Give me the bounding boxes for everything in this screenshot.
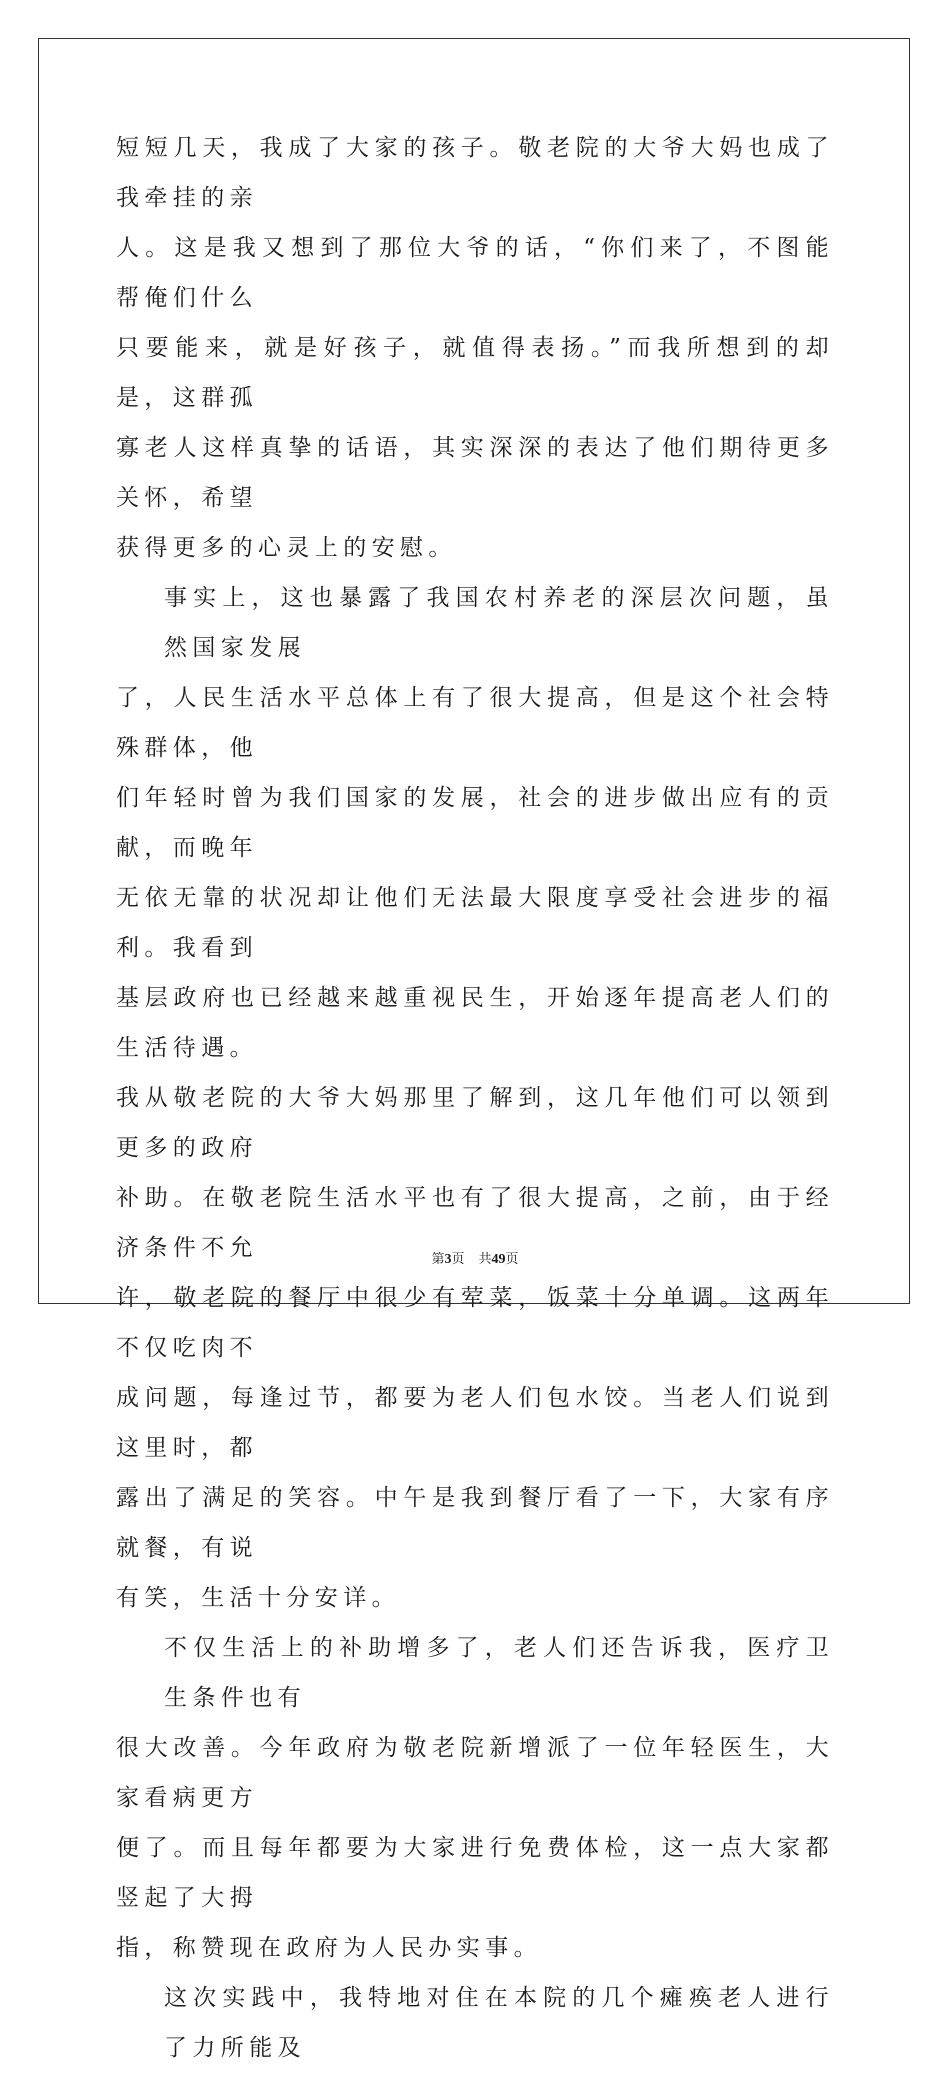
paragraph-3 <box>116 1623 834 1973</box>
text-line: 露出了满足的笑容。中午是我到餐厅看了一下，大家有序就餐，有说 <box>116 1485 834 1561</box>
text-line: 无依无靠的状况却让他们无法最大限度享受社会进步的福利。我看到 <box>116 885 834 961</box>
text-line: 有笑，生活十分安详。 <box>116 1585 400 1611</box>
page-prefix: 第 <box>431 1252 445 1267</box>
text-line: 寡老人这样真挚的话语，其实深深的表达了他们期待更多关怀，希望 <box>116 435 834 511</box>
page-footer <box>0 1248 950 1268</box>
text-line: 便了。而且每年都要为大家进行免费体检，这一点大家都竖起了大拇 <box>116 1835 834 1911</box>
text-line: 补助。在敬老院生活水平也有了很大提高，之前，由于经济条件不允 <box>116 1185 834 1261</box>
text-line: 们年轻时曾为我们国家的发展，社会的进步做出应有的贡献，而晚年 <box>116 785 834 861</box>
text-line: 人。这是我又想到了那位大爷的话，“你们来了，不图能帮俺们什么 <box>116 235 834 311</box>
text-line: 事实上，这也暴露了我国农村养老的深层次问题，虽然国家发展 <box>164 585 834 661</box>
text-line: 只要能来，就是好孩子，就值得表扬。”而我所想到的却是，这群孤 <box>116 335 834 411</box>
text-line: 短短几天，我成了大家的孩子。敬老院的大爷大妈也成了我牵挂的亲 <box>116 135 834 211</box>
total-pages: 49 <box>491 1252 506 1267</box>
text-line: 不仅生活上的补助增多了，老人们还告诉我，医疗卫生条件也有 <box>164 1635 834 1711</box>
text-line: 许，敬老院的餐厅中很少有荤菜，饭菜十分单调。这两年不仅吃肉不 <box>116 1285 834 1361</box>
text-line: 了，人民生活水平总体上有了很大提高，但是这个社会特殊群体，他 <box>116 685 834 761</box>
paragraph-4 <box>116 1973 834 2073</box>
total-prefix: 共 <box>478 1252 492 1267</box>
text-line: 很大改善。今年政府为敬老院新增派了一位年轻医生，大家看病更方 <box>116 1735 834 1811</box>
text-line: 我从敬老院的大爷大妈那里了解到，这几年他们可以领到更多的政府 <box>116 1085 834 1161</box>
page-number: 3 <box>444 1252 452 1267</box>
text-line: 基层政府也已经越来越重视民生，开始逐年提高老人们的生活待遇。 <box>116 985 834 1061</box>
page-suffix: 页 <box>451 1252 465 1267</box>
text-line: 获得更多的心灵上的安慰。 <box>116 535 457 561</box>
total-suffix: 页 <box>505 1252 519 1267</box>
text-line: 这次实践中，我特地对住在本院的几个瘫痪老人进行了力所能及 <box>164 1985 834 2061</box>
paragraph-1 <box>116 123 834 573</box>
document-body <box>116 123 834 2073</box>
text-line: 成问题，每逢过节，都要为老人们包水饺。当老人们说到这里时，都 <box>116 1385 834 1461</box>
text-line: 指，称赞现在政府为人民办实事。 <box>116 1935 542 1961</box>
paragraph-2 <box>116 573 834 1623</box>
